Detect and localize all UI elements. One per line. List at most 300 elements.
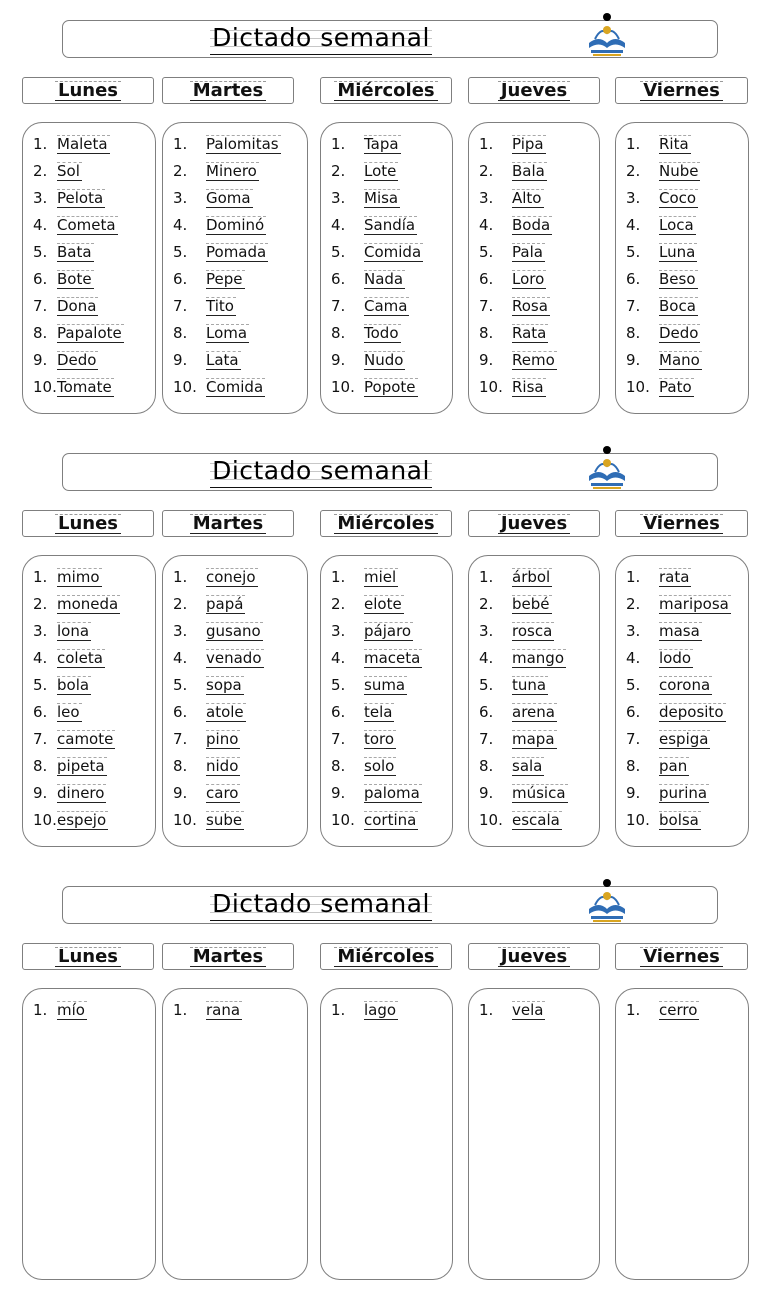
item-number: 8. — [33, 324, 48, 342]
item-number: 3. — [173, 622, 188, 640]
item-number: 9. — [173, 351, 188, 369]
weekly-section-3 — [0, 866, 768, 1299]
dictation-word: Alto — [512, 189, 542, 207]
dictation-word: Dominó — [206, 216, 265, 234]
dictation-word: Nudo — [364, 351, 404, 369]
item-number: 8. — [626, 324, 641, 342]
list-item — [479, 622, 595, 649]
list-item — [33, 757, 151, 784]
dictation-word: pipeta — [57, 757, 105, 775]
dictation-word: leo — [57, 703, 80, 721]
item-number: 1. — [173, 568, 188, 586]
dictation-word: Pato — [659, 378, 692, 396]
word-list-monday — [22, 988, 156, 1280]
dictation-word: Lata — [206, 351, 239, 369]
day-header-monday: Lunes — [22, 943, 154, 970]
dictation-word: música — [512, 784, 566, 802]
list-item — [173, 784, 303, 811]
list-item — [331, 703, 448, 730]
item-number: 1. — [33, 568, 48, 586]
dictation-word: Rata — [512, 324, 547, 342]
dictation-word: escala — [512, 811, 560, 829]
list-item — [33, 243, 151, 270]
item-number: 10. — [173, 811, 197, 829]
dictation-word: Pelota — [57, 189, 104, 207]
list-item — [626, 784, 744, 811]
dictation-word: gusano — [206, 622, 261, 640]
item-number: 6. — [479, 703, 494, 721]
dictation-word: Cama — [364, 297, 408, 315]
list-item — [479, 351, 595, 378]
page-title-text: Dictado semanal — [210, 23, 432, 55]
item-number: 1. — [626, 1001, 641, 1019]
list-item — [33, 216, 151, 243]
list-item — [479, 189, 595, 216]
dictation-word: bebé — [512, 595, 550, 613]
item-number: 1. — [33, 1001, 48, 1019]
list-item — [479, 378, 595, 405]
day-header-tuesday: Martes — [162, 510, 294, 537]
list-item — [33, 568, 151, 595]
list-item — [33, 595, 151, 622]
item-number: 6. — [331, 270, 346, 288]
item-number: 1. — [173, 135, 188, 153]
list-item — [33, 784, 151, 811]
list-item — [33, 730, 151, 757]
list-item — [479, 703, 595, 730]
dictation-word: bolsa — [659, 811, 699, 829]
word-list-tuesday — [162, 988, 308, 1280]
dictation-word: árbol — [512, 568, 551, 586]
dictation-word: masa — [659, 622, 700, 640]
dictation-word: solo — [364, 757, 395, 775]
dictation-word: Minero — [206, 162, 257, 180]
dictation-word: arena — [512, 703, 555, 721]
list-item — [33, 324, 151, 351]
item-number: 6. — [626, 270, 641, 288]
item-number: 5. — [626, 676, 641, 694]
list-item — [626, 243, 744, 270]
dictation-word: maceta — [364, 649, 421, 667]
list-item — [331, 135, 448, 162]
dictation-word: tela — [364, 703, 393, 721]
list-item — [331, 757, 448, 784]
day-header-monday: Lunes — [22, 77, 154, 104]
list-item — [331, 622, 448, 649]
dictation-word: espejo — [57, 811, 107, 829]
list-item — [331, 324, 448, 351]
list-item — [33, 378, 151, 405]
item-number: 2. — [479, 595, 494, 613]
item-number: 4. — [33, 649, 48, 667]
word-list-wednesday — [320, 122, 453, 414]
school-logo-icon — [583, 13, 633, 59]
list-item — [626, 676, 744, 703]
item-number: 7. — [331, 730, 346, 748]
list-item — [626, 324, 744, 351]
list-item — [479, 568, 595, 595]
list-item — [479, 216, 595, 243]
item-number: 3. — [33, 622, 48, 640]
item-number: 3. — [331, 189, 346, 207]
item-number: 1. — [626, 568, 641, 586]
list-item — [173, 595, 303, 622]
list-item — [173, 162, 303, 189]
list-item — [479, 324, 595, 351]
list-item — [626, 595, 744, 622]
dictation-word: atole — [206, 703, 244, 721]
dictation-word: Risa — [512, 378, 544, 396]
item-number: 5. — [331, 243, 346, 261]
dictation-word: Todo — [364, 324, 399, 342]
list-item — [173, 270, 303, 297]
item-number: 6. — [479, 270, 494, 288]
item-number: 2. — [33, 595, 48, 613]
list-item — [33, 162, 151, 189]
item-number: 1. — [331, 135, 346, 153]
title-banner — [62, 20, 718, 58]
dictation-word: Dedo — [57, 351, 97, 369]
dictation-word: pan — [659, 757, 688, 775]
list-item — [331, 216, 448, 243]
dictation-word: coleta — [57, 649, 103, 667]
dictation-word: Papalote — [57, 324, 122, 342]
day-header-friday: Viernes — [615, 510, 748, 537]
item-number: 3. — [331, 622, 346, 640]
list-item — [33, 135, 151, 162]
word-list-tuesday — [162, 122, 308, 414]
dictation-word: Pomada — [206, 243, 267, 261]
dictation-word: corona — [659, 676, 711, 694]
item-number: 9. — [479, 351, 494, 369]
dictation-word: Tapa — [364, 135, 399, 153]
item-number: 8. — [33, 757, 48, 775]
list-item — [331, 270, 448, 297]
dictation-word: Lote — [364, 162, 397, 180]
dictation-word: miel — [364, 568, 397, 586]
item-number: 8. — [479, 757, 494, 775]
item-number: 2. — [626, 162, 641, 180]
dictation-word: Mano — [659, 351, 700, 369]
list-item — [479, 730, 595, 757]
list-item — [331, 189, 448, 216]
dictation-word: Dona — [57, 297, 97, 315]
dictation-word: moneda — [57, 595, 119, 613]
list-item — [33, 297, 151, 324]
item-number: 9. — [173, 784, 188, 802]
item-number: 5. — [331, 676, 346, 694]
item-number: 6. — [331, 703, 346, 721]
dictation-word: Remo — [512, 351, 555, 369]
dictation-word: Loca — [659, 216, 694, 234]
item-number: 8. — [626, 757, 641, 775]
page-title-text: Dictado semanal — [210, 889, 432, 921]
list-item — [173, 730, 303, 757]
dictation-word: caro — [206, 784, 239, 802]
item-number: 7. — [331, 297, 346, 315]
dictation-word: Bote — [57, 270, 92, 288]
day-header-wednesday: Miércoles — [320, 77, 452, 104]
dictation-word: sopa — [206, 676, 242, 694]
dictation-word: Comida — [364, 243, 422, 261]
list-item — [626, 378, 744, 405]
dictation-word: mango — [512, 649, 565, 667]
dictation-word: Nube — [659, 162, 699, 180]
list-item — [626, 189, 744, 216]
list-item — [479, 811, 595, 838]
item-number: 10. — [331, 378, 355, 396]
list-item — [33, 351, 151, 378]
item-number: 4. — [331, 649, 346, 667]
item-number: 5. — [33, 676, 48, 694]
item-number: 6. — [173, 703, 188, 721]
dictation-word: rosca — [512, 622, 553, 640]
list-item — [173, 351, 303, 378]
dictation-word: Popote — [364, 378, 416, 396]
item-number: 10. — [626, 378, 650, 396]
dictation-word: tuna — [512, 676, 547, 694]
item-number: 7. — [626, 297, 641, 315]
item-number: 9. — [33, 784, 48, 802]
dictation-word: Nada — [364, 270, 404, 288]
item-number: 1. — [626, 135, 641, 153]
list-item — [626, 703, 744, 730]
list-item — [479, 676, 595, 703]
school-logo-icon — [583, 446, 633, 492]
list-item — [479, 297, 595, 324]
list-item — [173, 676, 303, 703]
dictation-word: Tomate — [57, 378, 112, 396]
item-number: 3. — [33, 189, 48, 207]
list-item — [173, 324, 303, 351]
item-number: 10. — [479, 811, 503, 829]
item-number: 2. — [331, 595, 346, 613]
dictation-word: Misa — [364, 189, 399, 207]
item-number: 6. — [173, 270, 188, 288]
page-title-text: Dictado semanal — [210, 456, 432, 488]
list-item — [626, 730, 744, 757]
dictation-word: Sol — [57, 162, 80, 180]
list-item — [33, 811, 151, 838]
item-number: 5. — [479, 676, 494, 694]
list-item — [626, 162, 744, 189]
list-item — [33, 270, 151, 297]
dictation-word: Boda — [512, 216, 551, 234]
list-item — [479, 649, 595, 676]
list-item — [173, 757, 303, 784]
list-item — [331, 595, 448, 622]
word-list-friday — [615, 988, 749, 1280]
dictation-word: rata — [659, 568, 690, 586]
item-number: 3. — [479, 622, 494, 640]
word-list-wednesday — [320, 555, 453, 847]
list-item — [626, 757, 744, 784]
list-item — [479, 270, 595, 297]
item-number: 2. — [33, 162, 48, 180]
item-number: 2. — [173, 162, 188, 180]
item-number: 5. — [626, 243, 641, 261]
item-number: 2. — [331, 162, 346, 180]
dictation-word: lodo — [659, 649, 692, 667]
item-number: 1. — [479, 568, 494, 586]
list-item — [479, 162, 595, 189]
list-item — [331, 811, 448, 838]
dictation-word: venado — [206, 649, 262, 667]
day-header-tuesday: Martes — [162, 77, 294, 104]
list-item — [173, 189, 303, 216]
dictation-word: Boca — [659, 297, 696, 315]
list-item — [626, 649, 744, 676]
item-number: 9. — [626, 784, 641, 802]
item-number: 7. — [173, 297, 188, 315]
list-item — [33, 676, 151, 703]
weekly-section-2 — [0, 433, 768, 866]
dictation-word: dinero — [57, 784, 105, 802]
dictation-word: purina — [659, 784, 708, 802]
item-number: 8. — [331, 324, 346, 342]
item-number: 4. — [331, 216, 346, 234]
item-number: 1. — [331, 568, 346, 586]
list-item — [173, 622, 303, 649]
page-title — [63, 23, 579, 55]
list-item — [479, 135, 595, 162]
list-item — [626, 351, 744, 378]
day-header-monday: Lunes — [22, 510, 154, 537]
item-number: 8. — [479, 324, 494, 342]
dictation-word: sube — [206, 811, 243, 829]
dictation-word: Sandía — [364, 216, 416, 234]
day-header-friday: Viernes — [615, 77, 748, 104]
item-number: 8. — [173, 324, 188, 342]
dictation-word: espiga — [659, 730, 709, 748]
dictation-word: mariposa — [659, 595, 729, 613]
item-number: 7. — [173, 730, 188, 748]
list-item — [331, 730, 448, 757]
day-header-thursday: Jueves — [468, 77, 600, 104]
list-item — [331, 378, 448, 405]
dictation-word: nido — [206, 757, 239, 775]
list-item — [479, 784, 595, 811]
dictation-word: Rosa — [512, 297, 548, 315]
word-list-friday — [615, 555, 749, 847]
item-number: 4. — [479, 216, 494, 234]
item-number: 9. — [331, 784, 346, 802]
item-number: 8. — [331, 757, 346, 775]
dictation-word: papá — [206, 595, 244, 613]
list-item — [479, 595, 595, 622]
list-item — [331, 649, 448, 676]
item-number: 6. — [33, 270, 48, 288]
dictation-word: pino — [206, 730, 239, 748]
list-item — [33, 649, 151, 676]
item-number: 9. — [479, 784, 494, 802]
list-item — [626, 135, 744, 162]
item-number: 1. — [33, 135, 48, 153]
dictation-word: Loma — [206, 324, 248, 342]
list-item — [33, 622, 151, 649]
item-number: 9. — [33, 351, 48, 369]
item-number: 10. — [33, 811, 57, 829]
item-number: 10. — [173, 378, 197, 396]
item-number: 10. — [626, 811, 650, 829]
item-number: 6. — [626, 703, 641, 721]
item-number: 6. — [33, 703, 48, 721]
dictation-word: toro — [364, 730, 395, 748]
dictation-word: elote — [364, 595, 402, 613]
page-title — [63, 889, 579, 921]
day-header-friday: Viernes — [615, 943, 748, 970]
item-number: 7. — [33, 730, 48, 748]
day-header-thursday: Jueves — [468, 510, 600, 537]
item-number: 5. — [173, 676, 188, 694]
item-number: 3. — [479, 189, 494, 207]
list-item — [331, 297, 448, 324]
list-item — [626, 297, 744, 324]
item-number: 3. — [173, 189, 188, 207]
list-item — [626, 270, 744, 297]
dictation-word: Loro — [512, 270, 545, 288]
item-number: 9. — [626, 351, 641, 369]
item-number: 5. — [33, 243, 48, 261]
item-number: 7. — [479, 297, 494, 315]
dictation-word: Pipa — [512, 135, 544, 153]
list-item — [626, 622, 744, 649]
item-number: 2. — [626, 595, 641, 613]
item-number: 10. — [331, 811, 355, 829]
word-list-thursday — [468, 122, 600, 414]
item-number: 4. — [33, 216, 48, 234]
dictation-word: Tito — [206, 297, 234, 315]
dictation-word: mimo — [57, 568, 100, 586]
item-number: 5. — [173, 243, 188, 261]
dictation-word: vela — [512, 1001, 544, 1019]
list-item — [173, 216, 303, 243]
list-item — [173, 811, 303, 838]
word-list-wednesday — [320, 988, 453, 1280]
title-banner — [62, 453, 718, 491]
item-number: 1. — [331, 1001, 346, 1019]
item-number: 10. — [479, 378, 503, 396]
dictation-word: Coco — [659, 189, 697, 207]
dictation-word: Comida — [206, 378, 264, 396]
item-number: 4. — [479, 649, 494, 667]
item-number: 1. — [173, 1001, 188, 1019]
dictation-word: pájaro — [364, 622, 412, 640]
school-logo-icon — [583, 879, 633, 925]
dictation-word: Rita — [659, 135, 689, 153]
item-number: 4. — [173, 216, 188, 234]
list-item — [173, 703, 303, 730]
dictation-word: rana — [206, 1001, 241, 1019]
list-item — [479, 243, 595, 270]
weekly-section-1 — [0, 0, 768, 433]
item-number: 3. — [626, 622, 641, 640]
item-number: 8. — [173, 757, 188, 775]
dictation-word: Dedo — [659, 324, 699, 342]
word-list-monday — [22, 122, 156, 414]
list-item — [33, 703, 151, 730]
list-item — [626, 216, 744, 243]
dictation-word: Pepe — [206, 270, 243, 288]
word-list-monday — [22, 555, 156, 847]
dictation-word: Palomitas — [206, 135, 279, 153]
item-number: 2. — [479, 162, 494, 180]
item-number: 1. — [479, 135, 494, 153]
dictation-word: bola — [57, 676, 90, 694]
dictation-word: Luna — [659, 243, 696, 261]
dictation-word: mapa — [512, 730, 555, 748]
item-number: 5. — [479, 243, 494, 261]
